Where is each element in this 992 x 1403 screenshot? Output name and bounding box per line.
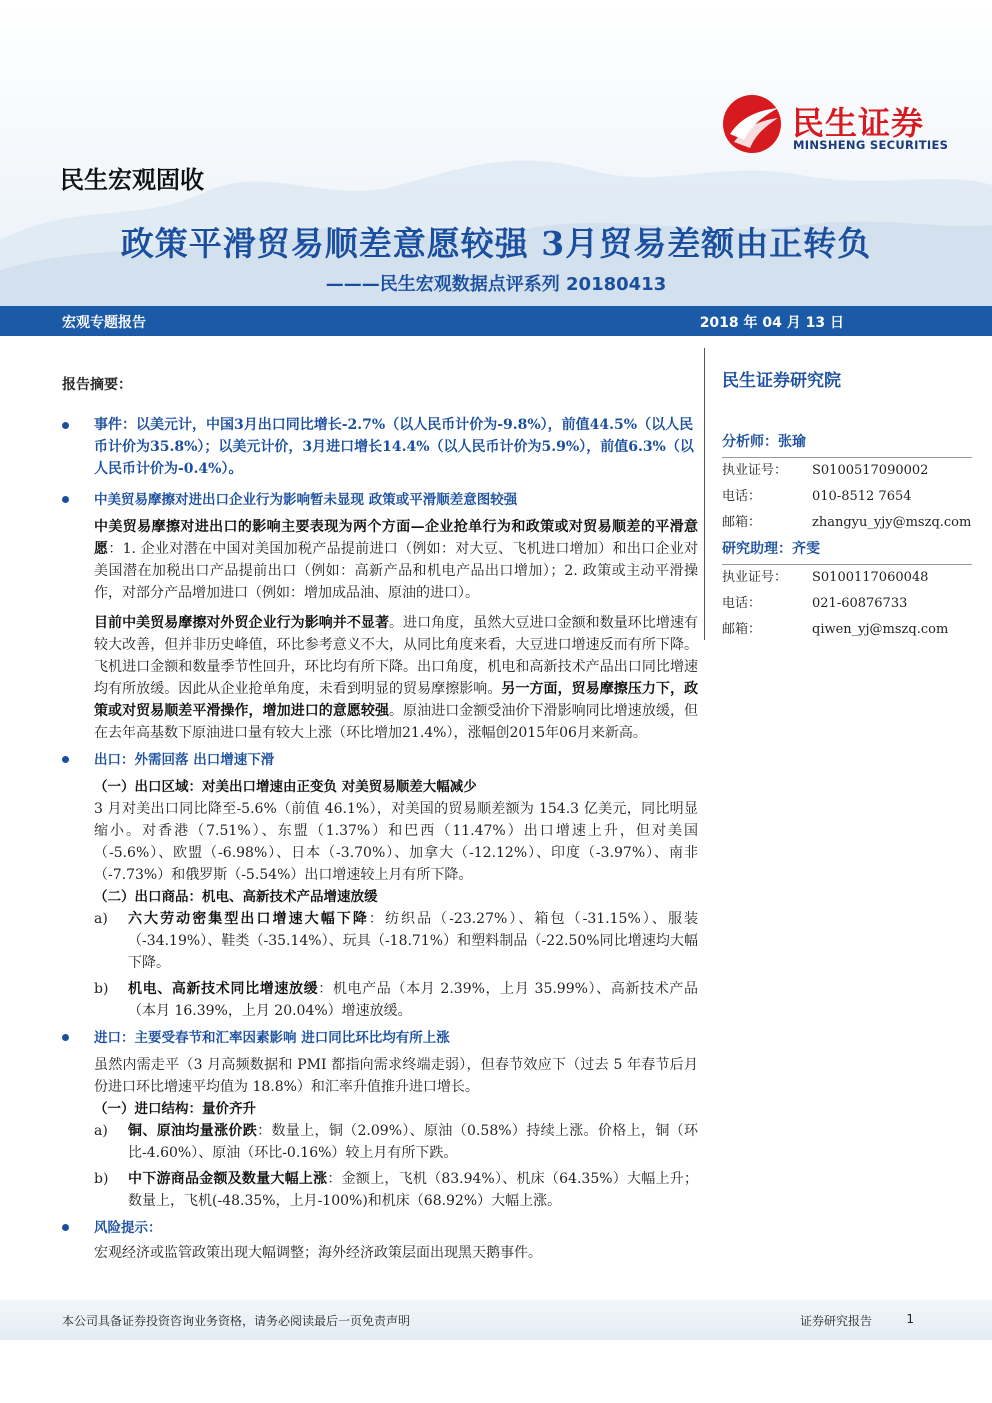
analyst-row: 执业证号： S0100517090002 <box>722 463 929 478</box>
bullet-icon <box>62 1224 69 1231</box>
analyst-row: 电话： 010-8512 7654 <box>722 489 912 504</box>
analyst-row: 邮箱： zhangyu_yjy@mszq.com <box>722 510 972 536</box>
bullet-risk <box>62 1218 698 1238</box>
paragraph: 目前中美贸易摩擦对外贸企业行为影响并不显著。进口角度，虽然大豆进口金额和数量环比增速有较大改善，但并非历史峰值，环比参考意义不大，从同比角度来看，大豆进口增速反而有所下降。飞机进口金额和数量季节性回升，环比均有所下降。出口角度，机电和高新技术产品出口同比增速均有所放缓。因此从企业抢单角度，未看到明显的贸易摩擦影响。另一方面，贸易摩擦压力下，政策或对贸易顺差平滑操作，增加进口的意愿较强。原油进口金额受油价下滑影响同比增速放缓，但在去年高基数下原油进口量有较大上涨（环比增加21.4%），涨幅创2015年06月来新高。 <box>94 615 699 741</box>
assistant-email-link[interactable]: qiwen_yj@mszq.com <box>812 622 949 637</box>
bullet-import <box>62 1028 698 1048</box>
list-item: a) 六大劳动密集型出口增速大幅下降：纺织品（-23.27%）、箱包（-31.15%）、服装（-34.19%）、鞋类（-35.14%）、玩具（-18.71%）和塑料制品（-22.50%同比增速均大幅下降。 <box>94 911 698 971</box>
section-heading: 进口：主要受春节和汇率因素影响 进口同比环比均有所上涨 <box>94 1030 450 1046</box>
bullet-trade-friction <box>62 490 698 510</box>
bullet-event <box>62 414 698 480</box>
report-body <box>62 374 698 1264</box>
assistant-row: 执业证号： S0100117060048 <box>722 570 929 585</box>
assistant-label: 研究助理：齐雯 <box>722 541 820 557</box>
paragraph: 3 月对美出口同比降至-5.6%（前值 46.1%），对美国的贸易顺差额为 154.3 亿美元，同比明显缩小。对香港（7.51%）、东盟（1.37%）和巴西（11.47%）出口增速上升，但对美国（-5.6%）、欧盟（-6.98%）、日本（-3.70%）、加拿大（-12.12%）、印度（-3.97%）、南非（-7.73%）和俄罗斯（-5.54%）出口增速较上月有所下降。 <box>94 801 698 883</box>
analyst-sidebar <box>722 366 972 643</box>
assistant-row: 邮箱： qiwen_yj@mszq.com <box>722 617 972 643</box>
list-item: a) 铜、原油均量涨价跌：数量上，铜（2.09%）、原油（0.58%）持续上涨。价格上，铜（环比-4.60%）、原油（环比-0.16%）较上月有所下跌。 <box>94 1123 699 1161</box>
bullet-icon <box>62 1034 69 1041</box>
page-footer <box>0 1300 992 1340</box>
list-item: b) 中下游商品金额及数量大幅上涨：金额上，飞机（83.94%）、机床（64.35%）大幅上升；数量上，飞机(-48.35%，上月-100%)和机床（68.92%）大幅上涨。 <box>94 1171 698 1209</box>
bullet-icon <box>62 422 69 429</box>
report-date: 2018 年 04 月 13 日 <box>699 315 844 331</box>
abstract-label: 报告摘要： <box>62 377 132 393</box>
event-text: 事件：以美元计，中国3月出口同比增长-2.7%（以人民币计价为-9.8%），前值44.5%（以人民币计价为35.8%）；以美元计价，3月进口增长14.4%（以人民币计价为5.9%），前值6.3%（以人民币计价为-0.4%）。 <box>94 417 694 477</box>
brand-name-en: MINSHENG SECURITIES <box>793 138 949 152</box>
sub-heading: （一）进口结构：量价齐升 <box>94 1101 256 1117</box>
analyst-email-link[interactable]: zhangyu_yjy@mszq.com <box>812 515 972 530</box>
paragraph: 中美贸易摩擦对进出口的影响主要表现为两个方面—企业抢单行为和政策或对贸易顺差的平滑意愿：1. 企业对潜在中国对美国加税产品提前进口（例如：对大豆、飞机进口增加）和出口企业对美国潜在加税出口产品提前出口（例如：高新产品和机电产品出口增加）；2. 政策或主动平滑操作，对部分产品增加进口（例如：增加成品油、原油的进口）。 <box>94 519 699 601</box>
assistant-row: 电话： 021-60876733 <box>722 596 908 611</box>
institute-name: 民生证券研究院 <box>722 371 841 391</box>
report-info-bar <box>0 306 992 336</box>
sub-heading: （一）出口区域：对美出口增速由正变负 对美贸易顺差大幅减少 <box>94 779 477 795</box>
section-heading: 中美贸易摩擦对进出口企业行为影响暂未显现 政策或平滑顺差意图较强 <box>94 492 518 508</box>
page-title: 政策平滑贸易顺差意愿较强 3月贸易差额由正转负 <box>120 224 872 263</box>
bullet-icon <box>62 496 69 503</box>
section-heading: 出口：外需回落 出口增速下滑 <box>94 752 275 768</box>
column-divider <box>704 348 705 640</box>
list-item: b) 机电、高新技术同比增速放缓：机电产品（本月 2.39%，上月 35.99%）、高新技术产品（本月 16.39%，上月 20.04%）增速放缓。 <box>94 981 698 1019</box>
footer-report-type: 证券研究报告 <box>799 1314 872 1328</box>
page-subtitle: ———民生宏观数据点评系列 20180413 <box>325 274 667 295</box>
bullet-icon <box>62 756 69 763</box>
paragraph: 虽然内需走平（3 月高频数据和 PMI 都指向需求终端走弱），但春节效应下（过去 5 年春节后月份进口环比增速平均值为 18.8%）和汇率升值推升进口增长。 <box>94 1057 698 1095</box>
analyst-label: 分析师：张瑜 <box>722 434 806 450</box>
bullet-export <box>62 750 698 770</box>
section-heading: 风险提示： <box>94 1220 162 1236</box>
report-series: 民生宏观固收 <box>60 166 204 194</box>
risk-text: 宏观经济或监管政策出现大幅调整；海外经济政策层面出现黑天鹅事件。 <box>94 1245 542 1261</box>
sub-heading: （二）出口商品：机电、高新技术产品增速放缓 <box>94 889 378 905</box>
footer-disclaimer: 本公司具备证券投资咨询业务资格，请务必阅读最后一页免责声明 <box>62 1314 411 1328</box>
page-number: 1 <box>906 1312 914 1326</box>
brand-name-cn: 民生证券 <box>792 104 925 142</box>
report-type: 宏观专题报告 <box>62 315 146 331</box>
